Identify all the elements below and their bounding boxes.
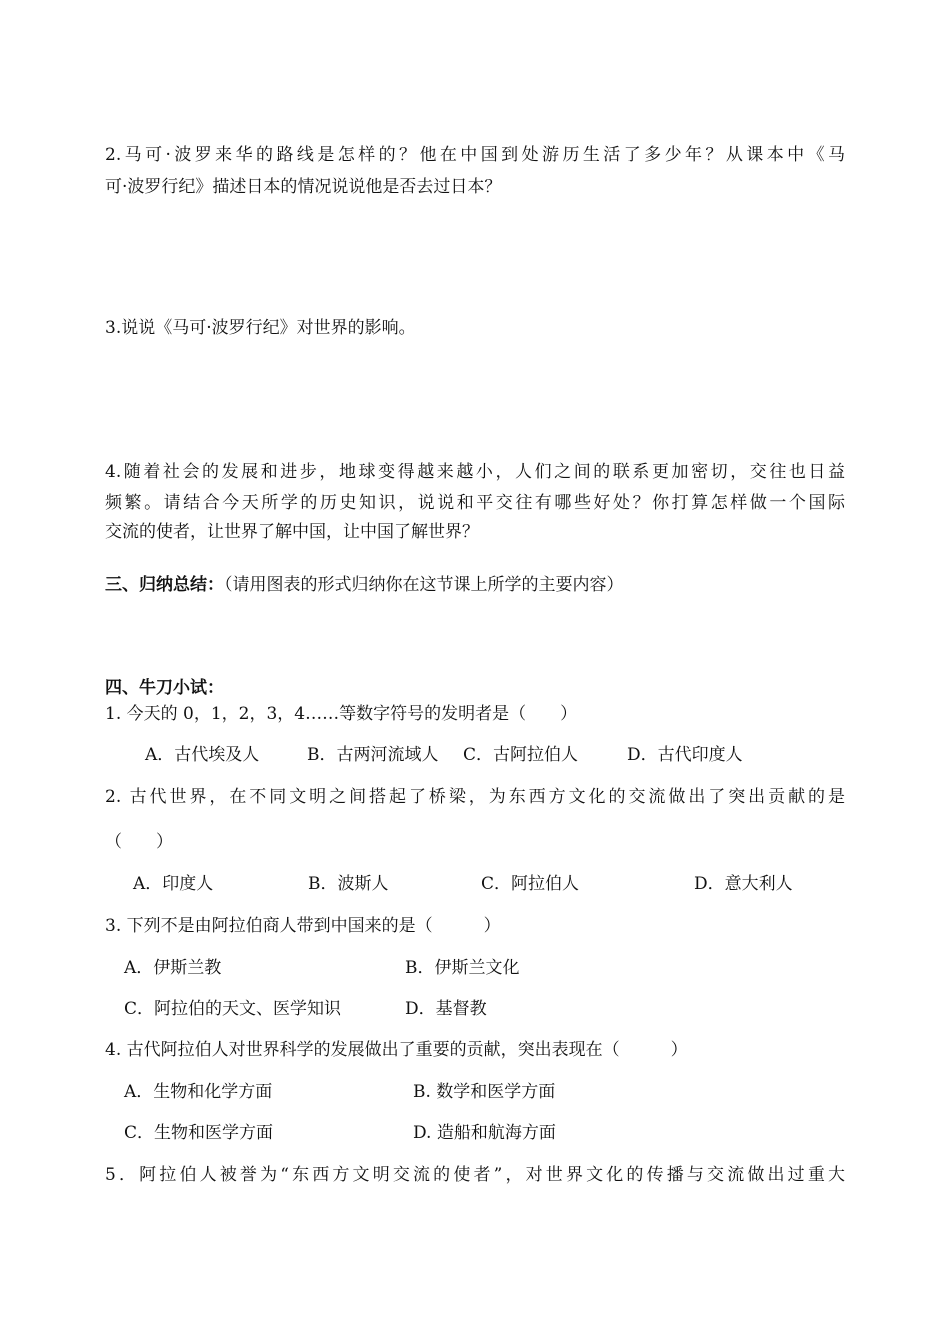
quiz-3-option-c: C．阿拉伯的天文、医学知识 (124, 999, 342, 1019)
quiz-4-option-d: D. 造船和航海方面 (413, 1123, 556, 1143)
quiz-3-option-d: D．基督教 (405, 999, 487, 1019)
quiz-2-stem: 2. 古代世界，在不同文明之间搭起了桥梁，为东西方文化的交流做出了突出贡献的是 (105, 787, 845, 807)
quiz-3-stem: 3. 下列不是由阿拉伯商人带到中国来的是（ ） (105, 916, 501, 936)
section-4-heading: 四、牛刀小试： (105, 678, 224, 698)
quiz-1-option-b: B．古两河流域人 (307, 745, 439, 765)
quiz-2-stem-blank: （ ） (105, 832, 173, 852)
quiz-1-option-d: D．古代印度人 (627, 745, 743, 765)
quiz-5-stem: 5．阿拉伯人被誉为“东西方文明交流的使者”，对世界文化的传播与交流做出过重大 (105, 1165, 845, 1185)
quiz-2-option-d: D．意大利人 (694, 874, 793, 894)
quiz-1-option-a: A．古代埃及人 (145, 745, 260, 765)
question-4-line-3: 交流的使者，让世界了解中国，让中国了解世界？ (105, 522, 479, 542)
question-2-line-1: 2.马可·波罗来华的路线是怎样的？他在中国到处游历生活了多少年？从课本中《马 (105, 145, 845, 165)
quiz-4-option-c: C．生物和医学方面 (124, 1123, 274, 1143)
quiz-4-stem: 4. 古代阿拉伯人对世界科学的发展做出了重要的贡献，突出表现在（ ） (105, 1040, 688, 1060)
section-3-note: （请用图表的形式归纳你在这节课上所学的主要内容） (224, 575, 624, 595)
question-4-line-2: 频繁。请结合今天所学的历史知识，说说和平交往有哪些好处？你打算怎样做一个国际 (105, 493, 845, 513)
section-3 (105, 573, 845, 597)
question-3: 3.说说《马可·波罗行纪》对世界的影响。 (105, 318, 416, 338)
quiz-2-option-c: C．阿拉伯人 (481, 874, 580, 894)
quiz-4-option-b: B. 数学和医学方面 (413, 1082, 556, 1102)
quiz-2-option-a: A．印度人 (133, 874, 214, 894)
quiz-1-stem: 1. 今天的 0，1，2，3，4……等数字符号的发明者是（ ） (105, 704, 578, 724)
question-4-line-1: 4.随着社会的发展和进步，地球变得越来越小，人们之间的联系更加密切，交往也日益 (105, 462, 845, 482)
quiz-3-option-b: B．伊斯兰文化 (405, 958, 520, 978)
quiz-4-option-a: A．生物和化学方面 (124, 1082, 273, 1102)
quiz-2-option-b: B．波斯人 (308, 874, 389, 894)
quiz-3-option-a: A．伊斯兰教 (124, 958, 222, 978)
quiz-1-option-c: C．古阿拉伯人 (463, 745, 579, 765)
question-2-line-2: 可·波罗行纪》描述日本的情况说说他是否去过日本？ (105, 177, 502, 197)
section-3-heading: 三、归纳总结： (105, 575, 224, 595)
